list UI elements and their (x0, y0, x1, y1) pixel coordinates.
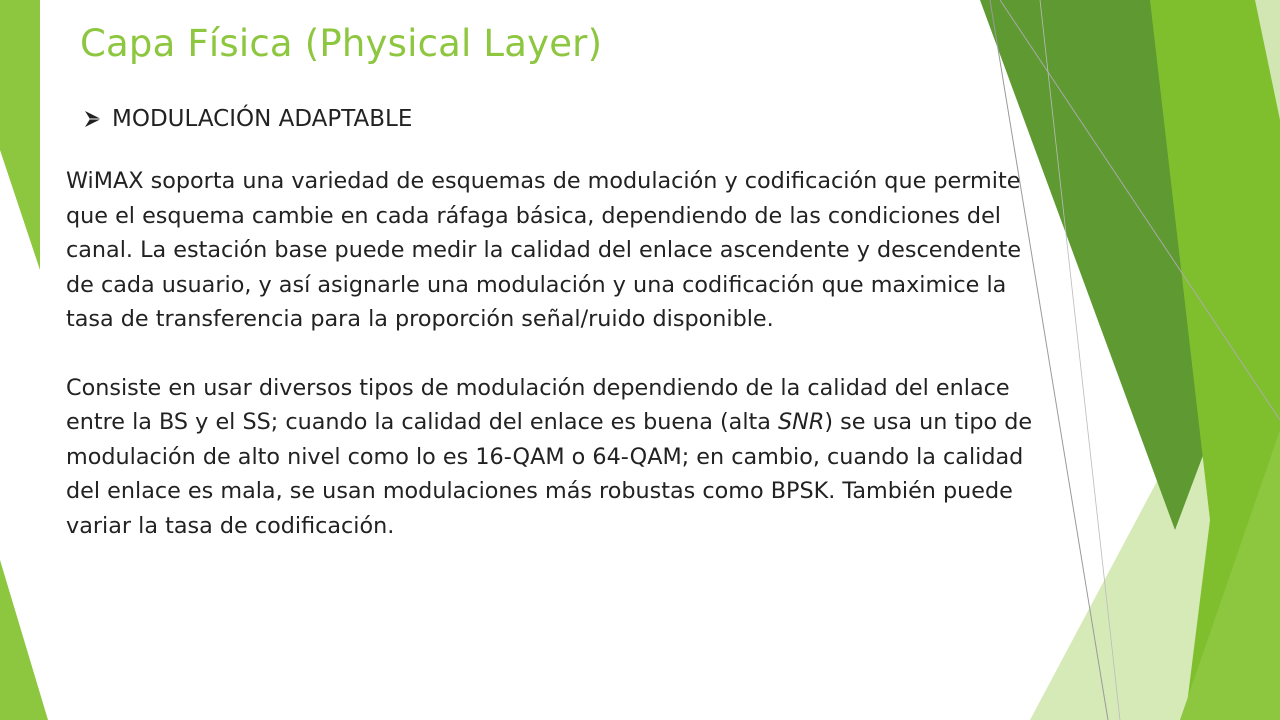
paragraph-modulation (66, 371, 1046, 544)
snr-term: SNR (778, 409, 825, 435)
left-accent-bottom (0, 560, 48, 720)
slide-title: Capa Física (Physical Layer) (80, 22, 603, 65)
left-accent-top (0, 0, 40, 270)
bullet-label: MODULACIÓN ADAPTABLE (112, 106, 413, 132)
slide-body (66, 164, 1046, 543)
paragraph-modulation-part1: Consiste en usar diversos tipos de modulación dependiendo de la calidad del enlace entre la BS y el SS; cuando la calidad del enlace es buena (alta (66, 374, 1010, 435)
paragraph-wimax: WiMAX soporta una variedad de esquemas de modulación y codificación que permite que el esquema cambie en cada ráfaga básica, dependiendo de las condiciones del canal. La estación base puede medir la calidad del enlace ascendente y descendente de cada usuario, y así asignarle una modulación y una codificación que maximice la tasa de transferencia para la proporción señal/ruido disponible. (66, 168, 1022, 332)
paragraph-modulation-part2: ) se usa un tipo de modulación de alto nivel como lo es 16-QAM o 64-QAM; en cambio, cuando la calidad del enlace es mala, se usan modulaciones más robustas como BPSK. También puede variar la tasa de codificación. (66, 409, 1033, 539)
bullet-heading (84, 106, 412, 132)
arrow-bullet-icon (84, 110, 102, 128)
